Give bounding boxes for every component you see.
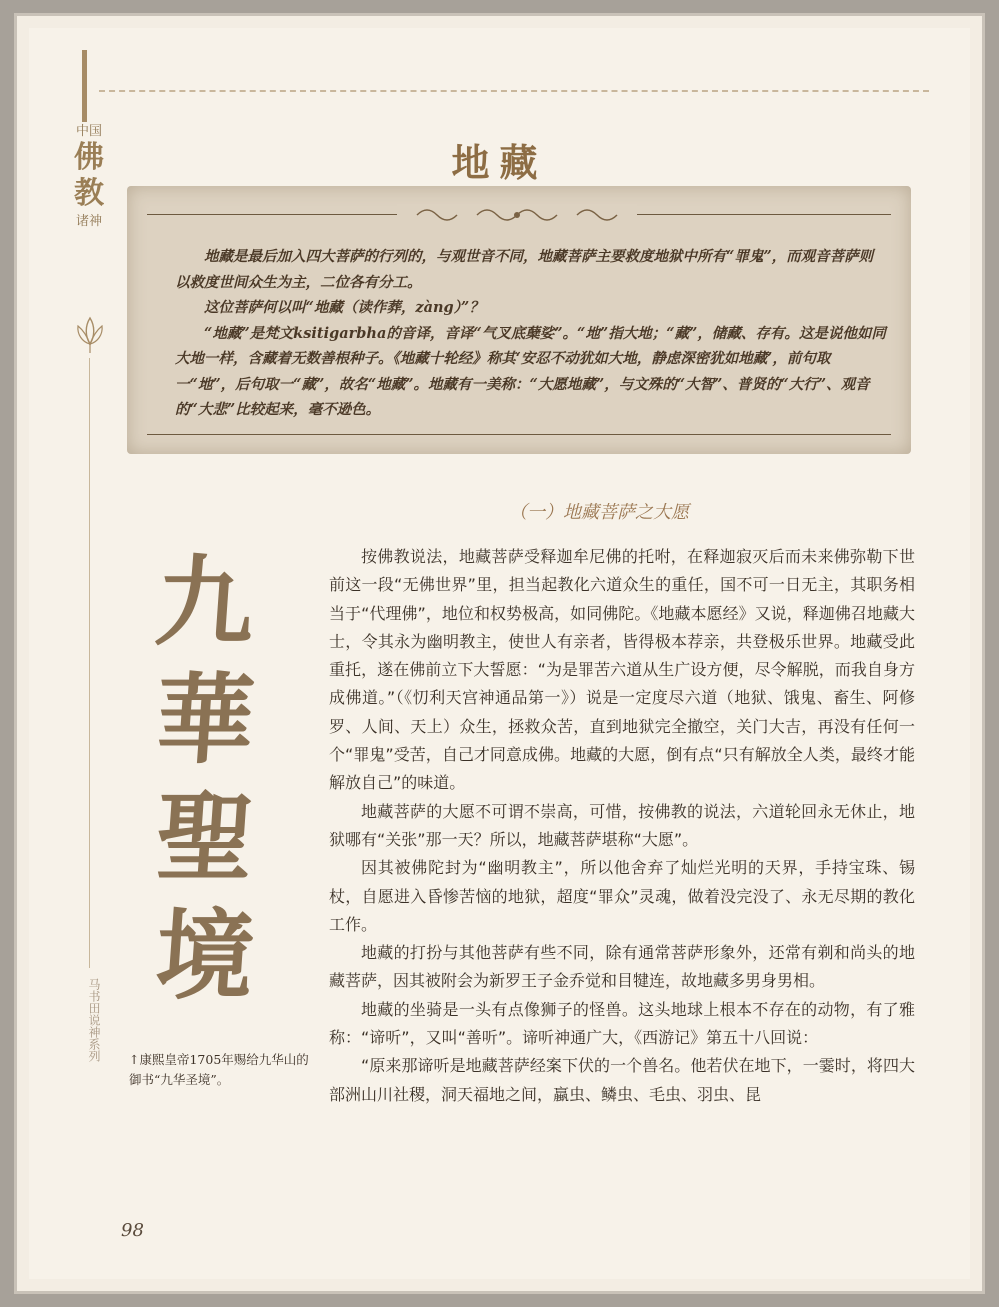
- calligraphy-char-2: 華: [151, 663, 259, 778]
- calligraphy-char-4: 境: [151, 899, 259, 1014]
- intro-panel: [127, 186, 911, 454]
- lotus-icon: [73, 314, 107, 354]
- side-title-bottom: 诸神: [75, 214, 102, 229]
- calligraphy-image: [145, 544, 265, 1016]
- calligraphy-char-3: 聖: [151, 781, 259, 896]
- intro-paragraph-3: “地藏”是梵文ksitigarbha的音译，音译“气叉底蘖娑”。“地”指大地；“藏”，储藏、存有。这是说他如同大地一样，含藏着无数善根种子。《地藏十轮经》称其‘安忍不动犹如大地，静虑深密犹如地藏’，前句取一“地”，后句取一“藏”，故名“地藏”。地藏有一美称：“大愿地藏”，与文殊的“大智”、普贤的“大行”、观音的“大悲”比较起来，毫不逊色。: [175, 324, 886, 418]
- book-page: [14, 13, 985, 1294]
- cloud-ornament-icon: [397, 204, 637, 226]
- section-heading: （一）地藏菩萨之大愿: [509, 502, 689, 523]
- intro-text: [175, 244, 887, 423]
- intro-paragraph-1: 地藏是最后加入四大菩萨的行列的，与观世音不同，地藏菩萨主要救度地狱中所有“罪鬼”，而观音菩萨则以救度世间众生为主，二位各有分工。: [175, 248, 874, 291]
- body-paragraph-5: 地藏的坐骑是一头有点像狮子的怪兽。这头地球上根本不存在的动物，有了雅称：“谛听”，又叫“善听”。谛听神通广大，《西游记》第五十八回说：: [329, 999, 915, 1048]
- intro-bottom-rule: [147, 434, 891, 435]
- chapter-title: 地藏: [451, 140, 548, 185]
- body-paragraph-6: “原来那谛听是地藏菩萨经案下伏的一个兽名。他若伏在地下，一霎时，将四大部洲山川社稷，洞天福地之间，蠃虫、鳞虫、毛虫、羽虫、昆: [329, 1056, 915, 1104]
- body-paragraph-2: 地藏菩萨的大愿不可谓不崇高，可惜，按佛教的说法，六道轮回永无休止，地狱哪有“关张”那一天？所以，地藏菩萨堪称“大愿”。: [329, 801, 915, 849]
- body-text: [329, 543, 915, 1109]
- side-title-char-2: 教: [74, 176, 104, 211]
- image-caption: ↑康熙皇帝1705年赐给九华山的御书“九华圣境”。: [129, 1052, 309, 1087]
- side-ornament-bar: [82, 50, 87, 122]
- side-title-char-1: 佛: [74, 140, 104, 175]
- intro-paragraph-2: 这位菩萨何以叫“地藏（读作葬，zàng）”？: [204, 299, 484, 316]
- calligraphy-char-1: 九: [151, 545, 259, 660]
- side-vertical-line: [89, 358, 90, 968]
- page-number: 98: [121, 1220, 144, 1241]
- page-inner: [29, 28, 970, 1279]
- body-paragraph-3: 因其被佛陀封为“幽明教主”，所以他舍弃了灿烂光明的天界，手持宝珠、锡杖，自愿进入昏惨苦恼的地狱，超度“罪众”灵魂，做着没完没了、永无尽期的教化工作。: [329, 858, 915, 934]
- body-paragraph-1: 按佛教说法，地藏菩萨受释迦牟尼佛的托咐，在释迦寂灭后而未来佛弥勒下世前这一段“无佛世界”里，担当起教化六道众生的重任，国不可一日无主，其职务相当于“代理佛”，地位和权势极高，如同佛陀。《地藏本愿经》又说，释迦佛召地藏大士，令其永为幽明教主，使世人有亲者，皆得极本荐亲，共登极乐世界。地藏受此重托，遂在佛前立下大誓愿：“为是罪苦六道从生广设方便，尽令解脱，而我自身方成佛道。”（《忉利天宫神通品第一》）说是一定度尽六道（地狱、饿鬼、畜生、阿修罗、人间、天上）众生，拯救众苦，直到地狱完全撤空，关门大吉，再没有任何一个“罪鬼”受苦，自己才同意成佛。地藏的大愿，倒有点“只有解放全人类，最终才能解放自己”的味道。: [329, 547, 915, 793]
- side-title-top: 中国: [75, 124, 102, 139]
- series-name: 马书田说神系列: [87, 978, 101, 1062]
- body-paragraph-4: 地藏的打扮与其他菩萨有些不同，除有通常菩萨形象外，还常有剃和尚头的地藏菩萨，因其被附会为新罗王子金乔觉和目犍连，故地藏多男身男相。: [329, 943, 915, 991]
- top-dashed-rule: [99, 90, 929, 92]
